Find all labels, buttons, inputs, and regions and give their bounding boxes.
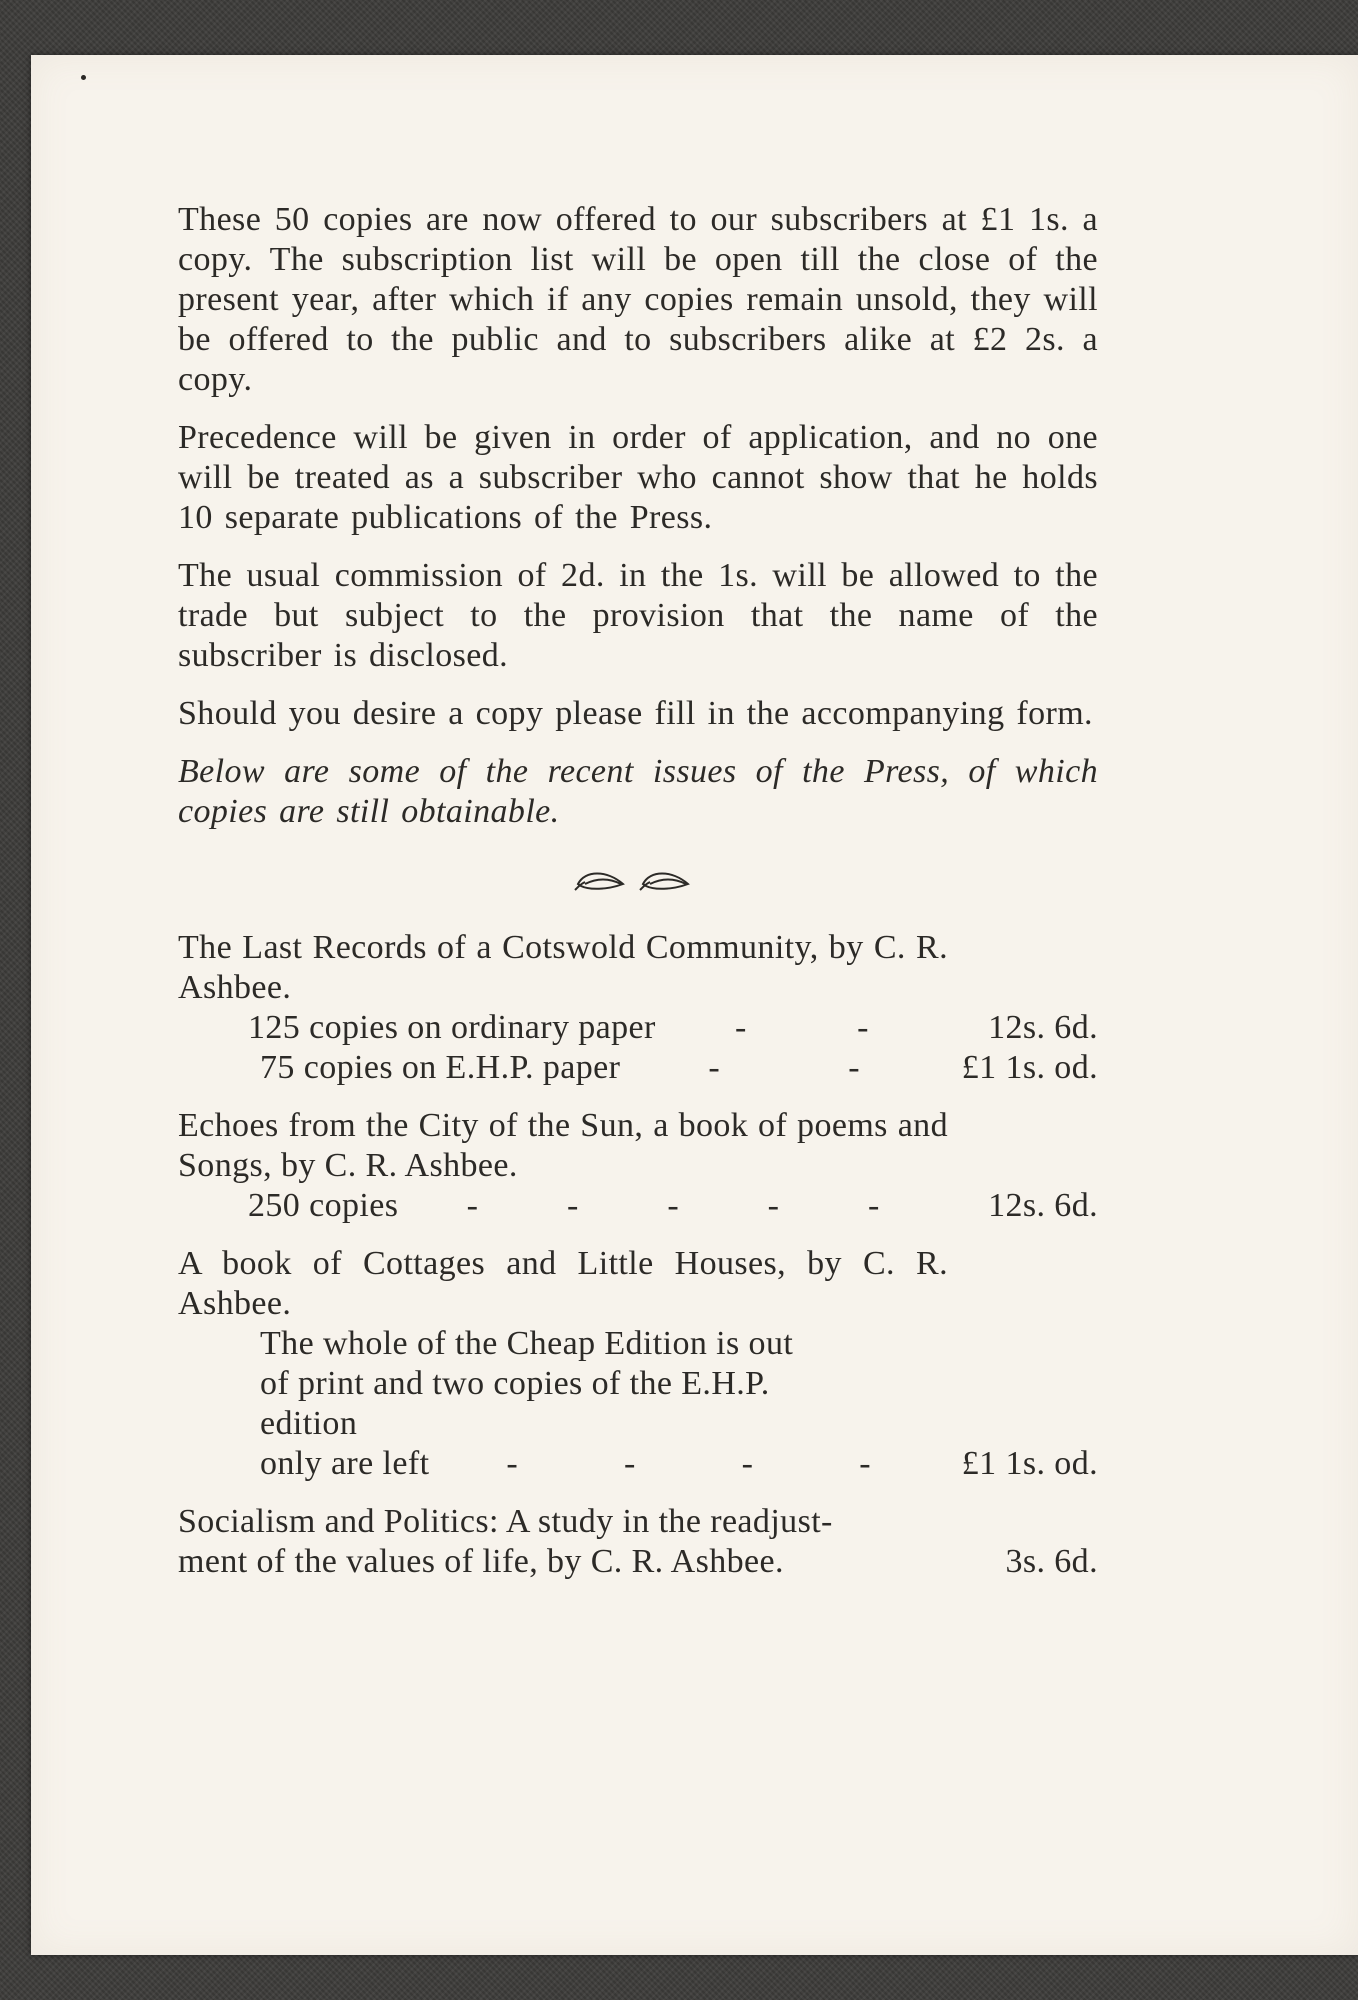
edition-description: 75 copies on E.H.P. paper — [260, 1049, 621, 1086]
list-item — [178, 1502, 1098, 1582]
recent-issues-note: Below are some of the recent issues of the Press, of which copies are still obtainable. — [178, 753, 1098, 830]
edition-note: The whole of the Cheap Edition is out of print and two copies of the E.H.P. edition — [260, 1325, 794, 1442]
price-line — [178, 1186, 1098, 1226]
price: 3s. 6d. — [1005, 1543, 1098, 1580]
entry-title: The Last Records of a Cotswold Community, by C. R. Ashbee. — [178, 929, 948, 1006]
price-line — [178, 1008, 1098, 1048]
page-content — [178, 200, 1098, 1600]
price: £1 1s. od. — [961, 1049, 1098, 1086]
price-line — [178, 1444, 1098, 1484]
leader-dashes: - - — [708, 1049, 860, 1086]
paragraph-precedence: Precedence will be given in order of application, and no one will be treated as a subscriber who cannot show that he holds 10 separate publications of the Press. — [178, 419, 1098, 536]
edition-description: 125 copies on ordinary paper — [248, 1009, 656, 1046]
paragraph-order-form: Should you desire a copy please fill in the accompanying form. — [178, 695, 1093, 732]
list-item — [178, 1244, 1098, 1484]
price-line — [178, 1542, 1098, 1582]
paragraph-subscription: These 50 copies are now offered to our subscribers at £1 1s. a copy. The subscription list will be open till the close of the present year, after which if any copies remain unsold, they will be offered to the public and to subscribers alike at £2 2s. a copy. — [178, 201, 1098, 398]
price-line — [178, 1048, 1098, 1088]
price: 12s. 6d. — [988, 1187, 1098, 1224]
paragraph-commission: The usual commission of 2d. in the 1s. will be allowed to the trade but subject to the provision that the name of the subscriber is disclosed. — [178, 557, 1098, 674]
entry-title: Socialism and Politics: A study in the readjust- — [178, 1503, 833, 1540]
edition-description: only are left — [260, 1445, 430, 1482]
entry-title: Echoes from the City of the Sun, a book of poems and Songs, by C. R. Ashbee. — [178, 1107, 948, 1184]
entry-title-continued: ment of the values of life, by C. R. Ashbee. — [178, 1543, 784, 1580]
list-item — [178, 928, 1098, 1088]
price: £1 1s. od. — [961, 1445, 1098, 1482]
leader-dashes: - - — [734, 1009, 869, 1046]
list-item — [178, 1106, 1098, 1226]
leader-dashes: - - - - — [506, 1445, 872, 1482]
leader-dashes: - - - - - — [466, 1187, 880, 1224]
entry-title: A book of Cottages and Little Houses, by C. R. Ashbee. — [178, 1245, 948, 1322]
price: 12s. 6d. — [988, 1009, 1098, 1046]
leaf-ornament — [178, 866, 1098, 896]
edition-description: 250 copies — [248, 1187, 399, 1224]
leaf-ornament-icon — [573, 866, 703, 896]
ink-speck — [81, 75, 86, 80]
